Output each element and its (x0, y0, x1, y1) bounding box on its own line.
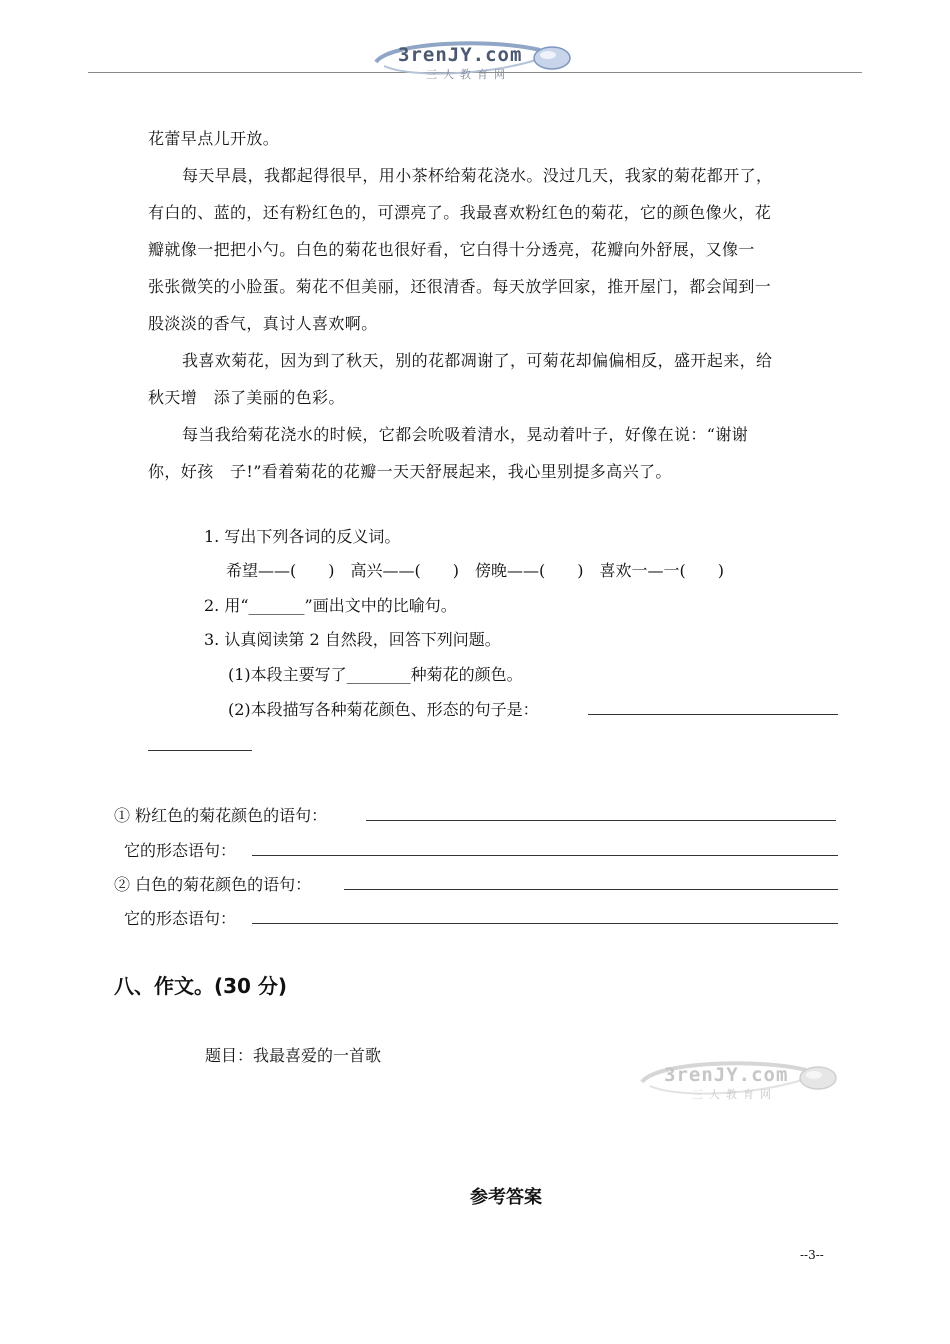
passage-line: 有白的、蓝的，还有粉红色的，可漂亮了。我最喜欢粉红色的菊花，它的颜色像火，花 (148, 203, 772, 222)
question-3: 3. 认真阅读第 2 自然段，回答下列问题。 (204, 630, 501, 649)
answer-blank[interactable] (252, 855, 838, 856)
passage-line: 花蕾早点儿开放。 (148, 129, 280, 148)
fill-pink-shape: 它的形态语句： (124, 841, 237, 860)
answer-blank[interactable] (148, 750, 252, 751)
passage-line: 股淡淡的香气，真讨人喜欢啊。 (148, 314, 378, 333)
section-title: 八、作文。(30 分) (114, 974, 288, 998)
question-3-1: (1)本段主要写了________种菊花的颜色。 (228, 665, 523, 684)
question-3-2: (2)本段描写各种菊花颜色、形态的句子是： (228, 700, 539, 719)
fill-white-color: ② 白色的菊花颜色的语句： (114, 875, 312, 894)
logo-tagline: 三人教育网 (426, 68, 511, 81)
watermark-logo (636, 1056, 846, 1112)
passage-line: 张张微笑的小脸蛋。菊花不但美丽，还很清香。每天放学回家，推开屋门，都会闻到一 (148, 277, 772, 296)
passage-line: 秋天增 添了美丽的色彩。 (148, 388, 345, 407)
answer-blank[interactable] (366, 820, 836, 821)
page-number: --3-- (800, 1248, 824, 1262)
question-1-words: 希望——( ) 高兴——( ) 傍晚——( ) 喜欢一—一( ) (226, 561, 724, 580)
answer-blank[interactable] (252, 923, 838, 924)
passage-line: 你，好孩 子!”看着菊花的花瓣一天天舒展起来，我心里别提多高兴了。 (148, 462, 672, 481)
passage-line: 瓣就像一把把小勺。白色的菊花也很好看，它白得十分透亮，花瓣向外舒展，又像一 (148, 240, 755, 259)
composition-topic: 题目：我最喜爱的一首歌 (205, 1046, 382, 1065)
passage (148, 120, 838, 490)
answer-blank[interactable] (344, 889, 838, 890)
fill-white-shape: 它的形态语句： (124, 909, 237, 928)
fill-pink-color: ① 粉红色的菊花颜色的语句： (114, 806, 328, 825)
passage-line: 每当我给菊花浇水的时候，它都会吮吸着清水，晃动着叶子，好像在说：“谢谢 (182, 425, 749, 444)
question-1: 1. 写出下列各词的反义词。 (204, 527, 401, 546)
answer-blank[interactable] (588, 714, 838, 715)
passage-line: 每天早晨，我都起得很早，用小茶杯给菊花浇水。没过几天，我家的菊花都开了， (182, 166, 773, 185)
passage-line: 我喜欢菊花，因为到了秋天，别的花都凋谢了，可菊花却偏偏相反，盛开起来，给 (182, 351, 773, 370)
answers-title: 参考答案 (470, 1187, 542, 1208)
question-2: 2. 用“_______”画出文中的比喻句。 (204, 596, 457, 615)
site-logo (370, 36, 580, 92)
watermark-brand-text: 3renJY.com (664, 1064, 789, 1086)
logo-brand-text: 3renJY.com (398, 44, 523, 66)
watermark-tagline: 三人教育网 (692, 1088, 777, 1101)
